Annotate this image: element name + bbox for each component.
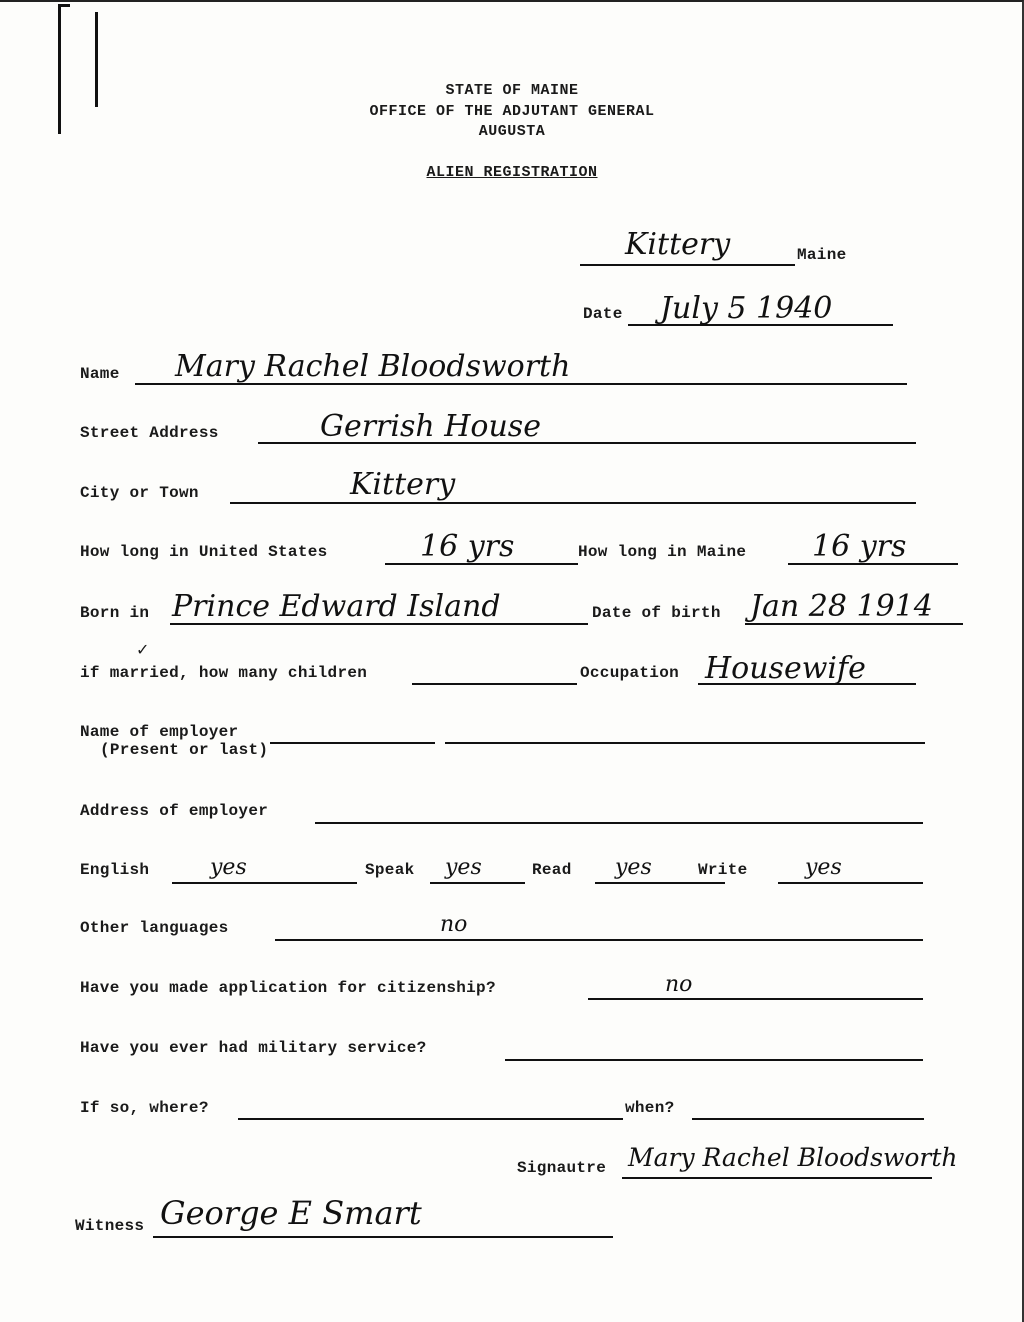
citizenship-label: Have you made application for citizenship? bbox=[80, 979, 496, 997]
name-label: Name bbox=[80, 365, 120, 383]
children-line bbox=[412, 683, 577, 685]
military-label: Have you ever had military service? bbox=[80, 1039, 427, 1057]
employer-address-line bbox=[315, 822, 923, 824]
date-value: July 5 1940 bbox=[660, 291, 833, 326]
speak-line bbox=[430, 882, 525, 884]
how-long-us-label: How long in United States bbox=[80, 543, 328, 561]
if-so-where-line bbox=[238, 1118, 623, 1120]
employer-line-b bbox=[445, 742, 925, 744]
if-so-where-label: If so, where? bbox=[80, 1099, 209, 1117]
city-line bbox=[230, 502, 916, 504]
read-line bbox=[595, 882, 725, 884]
born-in-value: Prince Edward Island bbox=[172, 589, 501, 624]
citizenship-line bbox=[588, 998, 923, 1000]
header-city: AUGUSTA bbox=[478, 123, 546, 140]
other-languages-value: no bbox=[440, 912, 468, 937]
when-label: when? bbox=[625, 1099, 675, 1117]
english-value: yes bbox=[210, 855, 247, 880]
signature-value: Mary Rachel Bloodsworth bbox=[628, 1143, 958, 1172]
header-state: STATE OF MAINE bbox=[445, 82, 579, 99]
occupation-label: Occupation bbox=[580, 664, 680, 682]
speak-value: yes bbox=[445, 855, 482, 880]
speak-label: Speak bbox=[365, 861, 415, 879]
when-line bbox=[692, 1118, 924, 1120]
read-label: Read bbox=[532, 861, 572, 879]
write-label: Write bbox=[698, 861, 748, 879]
city-label: City or Town bbox=[80, 484, 199, 502]
date-label: Date bbox=[583, 305, 623, 323]
read-value: yes bbox=[615, 855, 652, 880]
other-languages-label: Other languages bbox=[80, 919, 229, 937]
how-long-maine-value: 16 yrs bbox=[812, 529, 907, 564]
signature-label: Signautre bbox=[517, 1159, 607, 1177]
born-in-label: Born in bbox=[80, 604, 150, 622]
married-label: if married, how many children bbox=[80, 664, 368, 682]
form-title: ALIEN REGISTRATION bbox=[426, 164, 598, 181]
witness-line bbox=[153, 1236, 613, 1238]
write-value: yes bbox=[805, 855, 842, 880]
employer-sublabel: (Present or last) bbox=[100, 741, 269, 759]
married-check-mark: ✓ bbox=[136, 640, 150, 659]
date-of-birth-label: Date of birth bbox=[592, 604, 721, 622]
english-label: English bbox=[80, 861, 150, 879]
scan-edge-mark bbox=[58, 4, 70, 7]
write-line bbox=[778, 882, 923, 884]
name-value: Mary Rachel Bloodsworth bbox=[175, 349, 571, 384]
street-value: Gerrish House bbox=[320, 409, 541, 444]
witness-value: George E Smart bbox=[160, 1194, 422, 1232]
town-value: Kittery bbox=[625, 227, 731, 262]
town-line bbox=[580, 264, 795, 266]
citizenship-value: no bbox=[665, 972, 693, 997]
employer-address-label: Address of employer bbox=[80, 802, 269, 820]
state-label: Maine bbox=[797, 246, 847, 264]
witness-label: Witness bbox=[75, 1217, 145, 1235]
employer-label: Name of employer bbox=[80, 723, 239, 741]
how-long-us-value: 16 yrs bbox=[420, 529, 515, 564]
header-office: OFFICE OF THE ADJUTANT GENERAL bbox=[369, 103, 655, 120]
other-languages-line bbox=[275, 939, 923, 941]
occupation-value: Housewife bbox=[705, 651, 866, 686]
date-of-birth-value: Jan 28 1914 bbox=[750, 589, 933, 624]
city-value: Kittery bbox=[350, 467, 456, 502]
street-label: Street Address bbox=[80, 424, 219, 442]
english-line bbox=[172, 882, 357, 884]
employer-line-a bbox=[270, 742, 435, 744]
how-long-maine-label: How long in Maine bbox=[578, 543, 747, 561]
military-line bbox=[505, 1059, 923, 1061]
signature-line bbox=[622, 1177, 932, 1179]
